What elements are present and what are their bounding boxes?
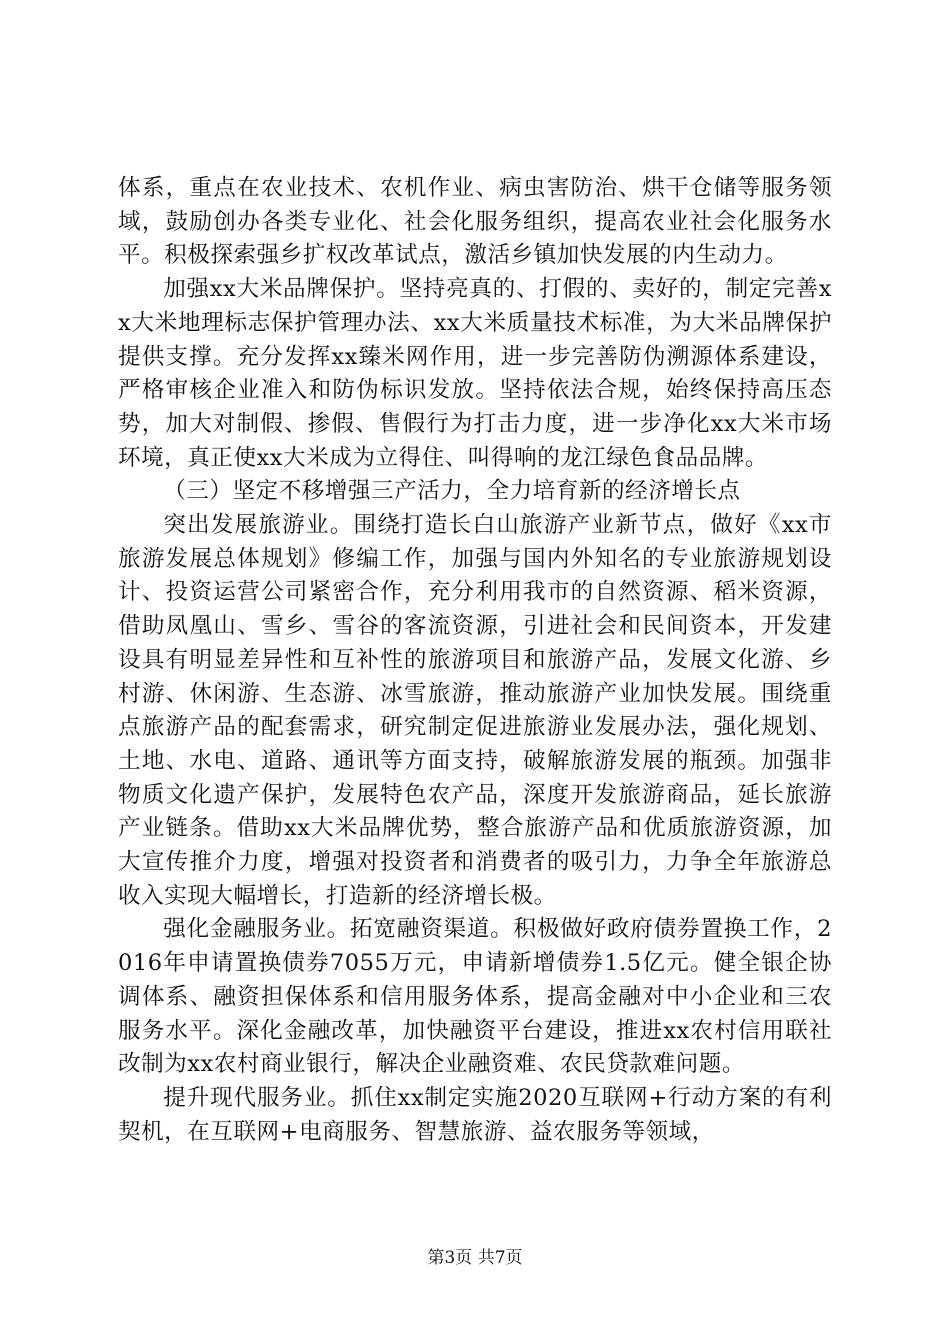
- document-body: [118, 172, 832, 1149]
- paragraph-agri-services: 体系，重点在农业技术、农机作业、病虫害防治、烘干仓储等服务领域，鼓励创办各类专业化、社会化服务组织，提高农业社会化服务水平。积极探索强乡扩权改革试点，激活乡镇加快发展的内生动力。: [118, 175, 832, 269]
- paragraph-finance: 强化金融服务业。拓宽融资渠道。积极做好政府债券置换工作，2016年申请置换债券7055万元，申请新增债券1.5亿元。健全银企协调体系、融资担保体系和信用服务体系，提高金融对中小企业和三农服务水平。深化金融改革，加快融资平台建设，推进xx农村信用联社改制为xx农村商业银行，解决企业融资难、农民贷款难问题。: [118, 916, 832, 1078]
- paragraph-modern-services: 提升现代服务业。抓住xx制定实施2020互联网+行动方案的有利契机，在互联网+电商服务、智慧旅游、益农服务等领域，: [118, 1084, 832, 1145]
- section-heading-tertiary: （三）坚定不移增强三产活力，全力培育新的经济增长点: [163, 478, 741, 505]
- paragraph-rice-brand: 加强xx大米品牌保护。坚持亮真的、打假的、卖好的，制定完善xx大米地理标志保护管理办法、xx大米质量技术标准，为大米品牌保护提供支撑。充分发挥xx臻米网作用，进一步完善防伪溯源体系建设，严格审核企业准入和防伪标识发放。坚持依法合规，始终保持高压态势，加大对制假、掺假、售假行为打击力度，进一步净化xx大米市场环境，真正使xx大米成为立得住、叫得响的龙江绿色食品品牌。: [118, 276, 832, 471]
- page-number-footer: 第3页 共7页: [427, 1248, 523, 1268]
- paragraph-tourism: 突出发展旅游业。围绕打造长白山旅游产业新节点，做好《xx市旅游发展总体规划》修编工作，加强与国内外知名的专业旅游规划设计、投资运营公司紧密合作，充分利用我市的自然资源、稻米资源，借助凤凰山、雪乡、雪谷的客流资源，引进社会和民间资本，开发建设具有明显差异性和互补性的旅游项目和旅游产品，发展文化游、乡村游、休闲游、生态游、冰雪旅游，推动旅游产业加快发展。围绕重点旅游产品的配套需求，研究制定促进旅游业发展办法，强化规划、土地、水电、道路、通讯等方面支持，破解旅游发展的瓶颈。加强非物质文化遗产保护，发展特色农产品，深度开发旅游商品，延长旅游产业链条。借助xx大米品牌优势，整合旅游产品和优质旅游资源，加大宣传推介力度，增强对投资者和消费者的吸引力，力争全年旅游总收入实现大幅增长，打造新的经济增长极。: [118, 512, 832, 909]
